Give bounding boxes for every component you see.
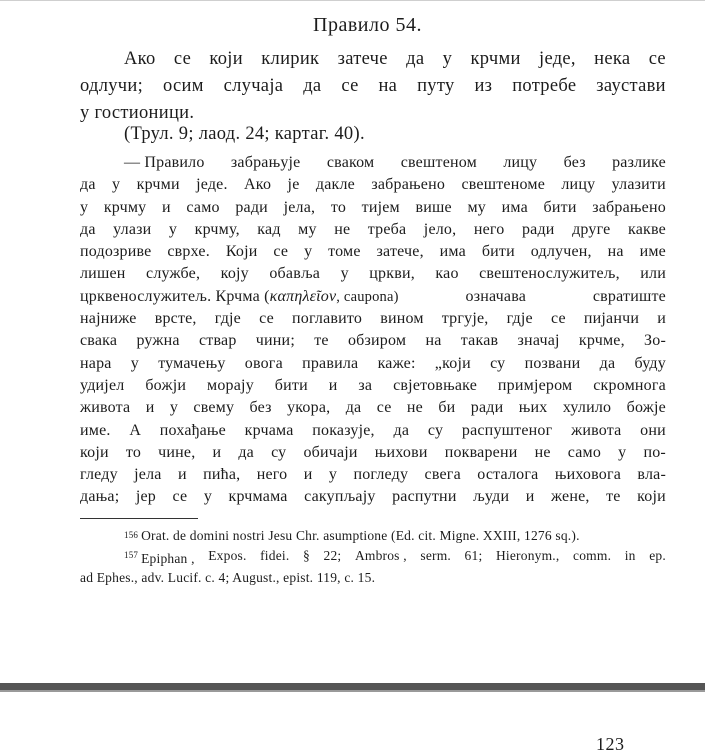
word: крчама xyxy=(244,421,294,439)
word: више xyxy=(415,198,452,216)
word: тргује, xyxy=(441,310,489,328)
word: у xyxy=(304,243,313,261)
word: и xyxy=(162,198,171,216)
word: — Правило xyxy=(124,154,205,171)
word: ружна xyxy=(136,332,180,350)
word: погледу xyxy=(353,466,409,484)
word: у xyxy=(340,265,349,283)
footnote-word: ep. xyxy=(649,547,666,563)
word: буду xyxy=(634,354,666,372)
footnote-word: serm. xyxy=(420,547,451,563)
commentary-line xyxy=(80,308,666,330)
commentary-text: црквенослужитељ. Крчма ( xyxy=(80,287,270,305)
footnote-word: Epiphan , xyxy=(141,550,195,566)
word: јело, xyxy=(423,220,457,238)
word: име. xyxy=(80,421,111,439)
word: распутни xyxy=(392,488,457,506)
word: јела, xyxy=(283,198,316,216)
word: осталога xyxy=(477,466,539,484)
word: бити xyxy=(481,243,515,261)
word: какве xyxy=(627,220,666,238)
word: вином xyxy=(380,310,424,328)
word: лицу xyxy=(561,176,596,194)
word: божје xyxy=(626,399,666,417)
word: божји xyxy=(145,376,187,394)
word: су xyxy=(271,443,287,461)
word: друге xyxy=(572,220,611,238)
word: то xyxy=(330,198,347,216)
commentary-line xyxy=(80,152,666,174)
rule-line xyxy=(80,46,666,73)
commentary-line xyxy=(80,464,666,486)
word: само xyxy=(186,198,220,216)
word: као xyxy=(435,265,459,283)
word: су xyxy=(427,421,444,439)
word: њих xyxy=(518,399,548,417)
latin-term: , caupona) xyxy=(336,288,399,305)
word: бити xyxy=(274,376,308,394)
footnote-156 xyxy=(80,526,666,546)
word: то xyxy=(125,443,142,461)
word: нара xyxy=(80,354,112,372)
page-top-edge xyxy=(0,0,705,1)
word: Ако xyxy=(244,176,272,194)
word: улазити xyxy=(611,176,666,194)
word: да xyxy=(80,220,96,238)
word: показује, xyxy=(312,421,375,439)
word: свештенослужитељ, xyxy=(479,265,620,283)
word: укора, xyxy=(287,399,331,417)
word: крчму, xyxy=(194,220,240,238)
word: једе, xyxy=(539,49,576,69)
word: коју xyxy=(220,265,249,283)
commentary-line xyxy=(80,330,666,352)
word: бити xyxy=(543,198,577,216)
word: који xyxy=(209,49,243,69)
word: крчмама xyxy=(228,488,288,506)
footnote-word: 22; xyxy=(323,547,342,563)
word: најниже xyxy=(80,310,137,328)
word: у xyxy=(203,488,213,506)
word: је xyxy=(287,176,300,194)
commentary-line xyxy=(80,241,666,263)
word: без xyxy=(563,154,586,171)
word: му xyxy=(467,198,487,216)
word: такав xyxy=(460,332,499,350)
footnote-word: comm. xyxy=(573,547,612,563)
rule-line xyxy=(80,73,666,100)
word: се xyxy=(376,399,392,417)
word: обзиром xyxy=(347,332,407,350)
word: Који xyxy=(225,243,258,261)
word: у xyxy=(328,466,338,484)
word: обавља xyxy=(269,265,321,283)
word: у xyxy=(112,176,121,194)
word: гдје xyxy=(214,310,241,328)
scan-bottom-bar-shadow xyxy=(0,690,705,692)
footnote-word: Expos. xyxy=(208,547,247,563)
word: свега xyxy=(424,466,461,484)
word: сврхе. xyxy=(167,243,210,261)
word: свака xyxy=(80,332,118,350)
commentary-line xyxy=(80,486,666,508)
word: А xyxy=(129,421,142,439)
word: у xyxy=(442,49,453,69)
word: улази xyxy=(113,220,152,238)
word: похађање xyxy=(159,421,226,439)
word: не xyxy=(334,220,351,238)
rule-references: (Трул. 9; лаод. 24; картаг. 40). xyxy=(124,124,365,144)
word: и xyxy=(657,310,666,328)
word: чини; xyxy=(255,332,295,350)
word: службе, xyxy=(146,265,201,283)
word: гледу xyxy=(80,466,118,484)
word: који xyxy=(80,443,109,461)
word: да xyxy=(303,76,322,96)
word: затече xyxy=(337,49,388,69)
word: овога xyxy=(244,354,283,372)
commentary-line xyxy=(80,286,666,308)
word: у xyxy=(168,220,178,238)
word: врсте, xyxy=(154,310,197,328)
word: хулило xyxy=(562,399,612,417)
word: разлике xyxy=(612,154,666,171)
word: клирик xyxy=(261,49,320,69)
word: морају xyxy=(207,376,254,394)
word: се xyxy=(172,488,188,506)
word: у xyxy=(130,354,139,372)
word: и xyxy=(145,399,155,417)
word: позвани xyxy=(524,354,581,372)
word: поглавито xyxy=(292,310,363,328)
commentary-line xyxy=(80,375,666,397)
word: потребе xyxy=(512,76,577,96)
word: дакле xyxy=(315,176,355,194)
word: да xyxy=(345,399,362,417)
word: људи xyxy=(473,488,510,506)
word: свему xyxy=(193,399,235,417)
word: њихови xyxy=(374,443,428,461)
word: једе. xyxy=(196,176,228,194)
word: јела xyxy=(134,466,162,484)
word: те xyxy=(314,332,329,350)
word: пића, xyxy=(203,466,241,484)
page-number: 123 xyxy=(596,734,625,754)
commentary-line xyxy=(80,353,666,375)
word: кад xyxy=(257,220,281,238)
commentary-line xyxy=(80,397,666,419)
word: који xyxy=(637,488,666,506)
word: и xyxy=(177,466,187,484)
commentary-line xyxy=(80,263,666,285)
word: него xyxy=(256,466,288,484)
word: значај xyxy=(517,332,560,350)
word: не xyxy=(534,443,551,461)
word: подозриве xyxy=(80,243,152,261)
footnote-word: Hieronym., xyxy=(495,547,560,563)
word: свештеном xyxy=(400,154,477,171)
word: или xyxy=(640,265,666,283)
word: се xyxy=(550,310,566,328)
word: не xyxy=(406,399,423,417)
footnote-word: § xyxy=(303,547,310,563)
word: те xyxy=(606,488,621,506)
word: путу xyxy=(417,76,455,96)
word: тумачењу xyxy=(158,354,226,372)
word: на xyxy=(378,76,398,96)
word: и xyxy=(212,443,222,461)
word: свештеноме xyxy=(461,176,545,194)
word: покварени xyxy=(444,443,518,461)
word: има xyxy=(439,243,466,261)
footnotes xyxy=(80,526,666,588)
word: вла- xyxy=(637,466,666,484)
word: има xyxy=(501,198,528,216)
word: се xyxy=(648,49,666,69)
word: каже: xyxy=(377,354,416,372)
word: из xyxy=(474,76,493,96)
footnote-divider xyxy=(80,518,198,519)
word: у xyxy=(169,399,179,417)
word: чине, xyxy=(158,443,196,461)
word: обичаји xyxy=(303,443,358,461)
word: забрањено xyxy=(371,176,446,194)
word: правила xyxy=(302,354,359,372)
word: гдје xyxy=(506,310,533,328)
word: да xyxy=(406,49,425,69)
word: дања; xyxy=(80,488,120,506)
word: јер xyxy=(135,488,157,506)
word: лишен xyxy=(80,265,126,283)
rule-line xyxy=(80,100,666,127)
word: тијем xyxy=(361,198,400,216)
word: пијанчи xyxy=(583,310,640,328)
word: живота xyxy=(571,421,622,439)
word: крчми xyxy=(136,176,180,194)
word: жене, xyxy=(550,488,590,506)
word: крчме, xyxy=(578,332,625,350)
word: се xyxy=(273,243,289,261)
footnote-mark: 157 xyxy=(124,549,139,560)
commentary-line xyxy=(80,174,666,196)
word: заустави xyxy=(596,76,666,96)
word: на xyxy=(425,332,442,350)
word: на xyxy=(607,243,624,261)
word: сваком xyxy=(326,154,375,171)
word: без xyxy=(249,399,272,417)
page-title: Правило 54. xyxy=(313,14,422,36)
word: и xyxy=(328,376,338,394)
rule-text xyxy=(80,46,666,127)
word: се xyxy=(173,49,192,69)
footnote-text: ad Ephes., adv. Lucif. c. 4; August., epist. 119, c. 15. xyxy=(80,570,376,585)
word: удијел xyxy=(80,376,125,394)
commentary-word: означава xyxy=(465,287,527,305)
word: осим xyxy=(162,76,204,96)
word: затече, xyxy=(376,243,424,261)
word: забрањује xyxy=(230,154,301,171)
footnote-mark: 156 xyxy=(124,530,139,540)
footnote-word: 61; xyxy=(464,547,483,563)
word: по- xyxy=(643,443,666,461)
word: да xyxy=(393,421,410,439)
footnote-word: Ambros , xyxy=(354,547,407,563)
word: му xyxy=(298,220,317,238)
word: и xyxy=(303,466,313,484)
word: за xyxy=(358,376,373,394)
word: само xyxy=(567,443,602,461)
word: ради xyxy=(235,198,268,216)
word: име xyxy=(639,243,666,261)
word: би xyxy=(438,399,456,417)
commentary-line xyxy=(80,219,666,241)
footnote-word: in xyxy=(624,547,636,563)
word: ради xyxy=(521,220,555,238)
word: цркви, xyxy=(369,265,415,283)
word: крчми xyxy=(470,49,521,69)
word: Зо- xyxy=(644,332,666,350)
word: ствар xyxy=(198,332,237,350)
footnote-157 xyxy=(80,546,666,569)
word: да xyxy=(80,176,96,194)
footnote-word: fidei. xyxy=(260,547,290,563)
commentary-line xyxy=(80,197,666,219)
word: живота xyxy=(80,399,131,417)
commentary-line xyxy=(80,420,666,442)
word: у xyxy=(618,443,627,461)
word: и xyxy=(525,488,535,506)
greek-term: καπηλεῖον xyxy=(269,287,337,305)
word: одлучи; xyxy=(80,76,144,96)
word: у гостионици. xyxy=(80,103,195,123)
word: него xyxy=(473,220,505,238)
word: крчму xyxy=(103,198,147,216)
word: нека xyxy=(594,49,631,69)
word: су xyxy=(490,354,506,372)
word: треба xyxy=(367,220,407,238)
word: ради xyxy=(470,399,504,417)
commentary xyxy=(80,152,666,509)
word: примјером xyxy=(497,376,573,394)
word: се xyxy=(341,76,359,96)
word: да xyxy=(599,354,616,372)
word: свјетовњаке xyxy=(393,376,478,394)
word: томе xyxy=(328,243,361,261)
word: одлучен, xyxy=(530,243,592,261)
scan-bottom-bar xyxy=(0,683,705,690)
word: Ако xyxy=(124,49,156,69)
word: се xyxy=(259,310,274,328)
word: „који xyxy=(434,354,471,372)
commentary-line xyxy=(80,442,666,464)
word: у xyxy=(80,198,89,216)
footnote-157-continued xyxy=(80,568,666,588)
word: лицу xyxy=(503,154,538,171)
word: они xyxy=(640,421,666,439)
commentary-word: свратиште xyxy=(592,287,666,305)
word: забрањено xyxy=(592,198,666,216)
word: њиховога xyxy=(554,466,622,484)
word: распуштеног xyxy=(461,421,553,439)
footnote-text: Orat. de domini nostri Jesu Chr. asumptione (Ed. cit. Migne. XXIII, 1276 sq.). xyxy=(141,528,580,543)
word: да xyxy=(238,443,254,461)
word: скромнога xyxy=(593,376,666,394)
word: сакупљају xyxy=(304,488,376,506)
word: случаја xyxy=(223,76,284,96)
